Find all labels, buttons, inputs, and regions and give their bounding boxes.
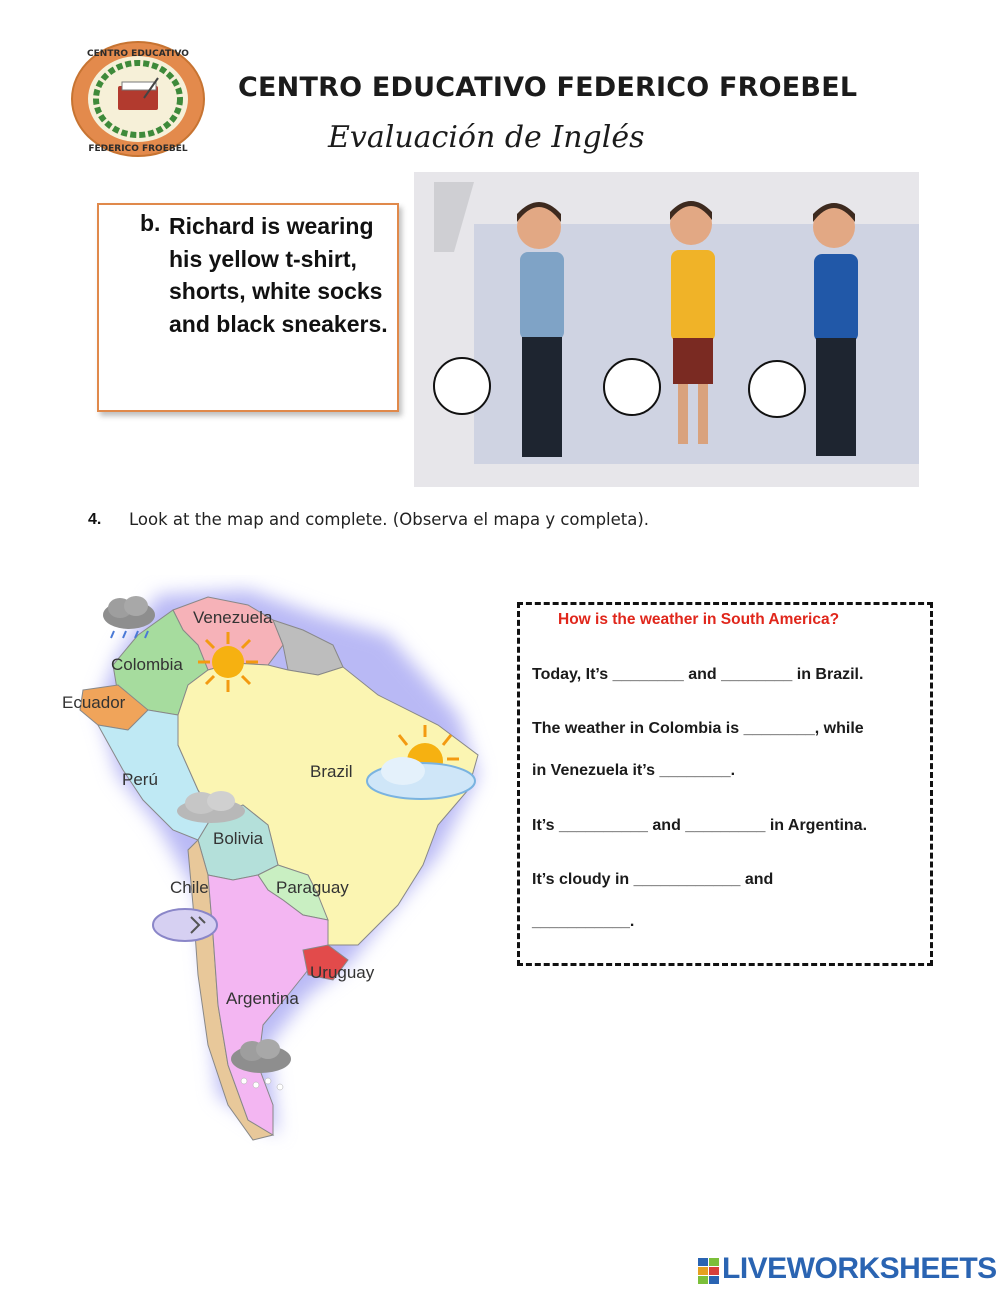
boys-picture [414, 172, 919, 487]
label-paraguay: Paraguay [276, 878, 349, 897]
rain-cloud-icon [98, 593, 160, 643]
label-ecuador: Ecuador [62, 693, 126, 712]
label-brazil: Brazil [310, 762, 353, 781]
weather-line-3[interactable]: in Venezuela it’s ________. [532, 762, 736, 779]
label-bolivia: Bolivia [213, 829, 264, 848]
label-argentina: Argentina [226, 989, 299, 1008]
sun-cloud-icon [363, 723, 479, 805]
answer-circle-boy-1[interactable] [433, 357, 491, 415]
wind-cloud-icon [151, 905, 221, 945]
logo-text-top: CENTRO EDUCATIVO [87, 49, 189, 59]
liveworksheets-brand[interactable]: LIVEWORKSHEETS [722, 1252, 997, 1285]
answer-circle-boy-2[interactable] [603, 358, 661, 416]
label-colombia: Colombia [111, 655, 183, 674]
question-b-label: b. [140, 210, 161, 236]
sun-icon [196, 630, 260, 694]
label-venezuela: Venezuela [193, 608, 273, 627]
weather-exercise-box [517, 602, 933, 966]
weather-line-5[interactable]: It’s cloudy in ____________ and [532, 871, 774, 888]
school-logo [70, 40, 206, 158]
cloud-icon [173, 787, 249, 827]
label-peru: Perú [122, 770, 158, 789]
page-subtitle: Evaluación de Inglés [328, 120, 645, 155]
boys-illustration [414, 172, 919, 487]
liveworksheets-logo-icon [698, 1258, 720, 1284]
weather-line-4[interactable]: It’s __________ and _________ in Argentina. [532, 817, 868, 834]
answer-circle-boy-3[interactable] [748, 360, 806, 418]
weather-box-title: How is the weather in South America? [558, 611, 840, 628]
instruction-text: Look at the map and complete. (Observa el mapa y completa). [129, 510, 650, 529]
logo-text-bottom: FEDERICO FROEBEL [88, 144, 188, 154]
instruction-number: 4. [88, 511, 102, 528]
weather-line-2[interactable]: The weather in Colombia is ________, while [532, 720, 864, 737]
label-uruguay: Uruguay [310, 963, 375, 982]
snow-cloud-icon [228, 1037, 294, 1095]
weather-line-1[interactable]: Today, It’s ________ and ________ in Brazil. [532, 666, 864, 683]
label-chile: Chile [170, 878, 209, 897]
south-america-map [58, 575, 498, 1150]
school-name: CENTRO EDUCATIVO FEDERICO FROEBEL [238, 72, 858, 103]
weather-line-6[interactable]: ___________. [532, 913, 635, 930]
question-b-text: Richard is wearing his yellow t-shirt, shorts, white socks and black sneakers. [169, 213, 388, 337]
